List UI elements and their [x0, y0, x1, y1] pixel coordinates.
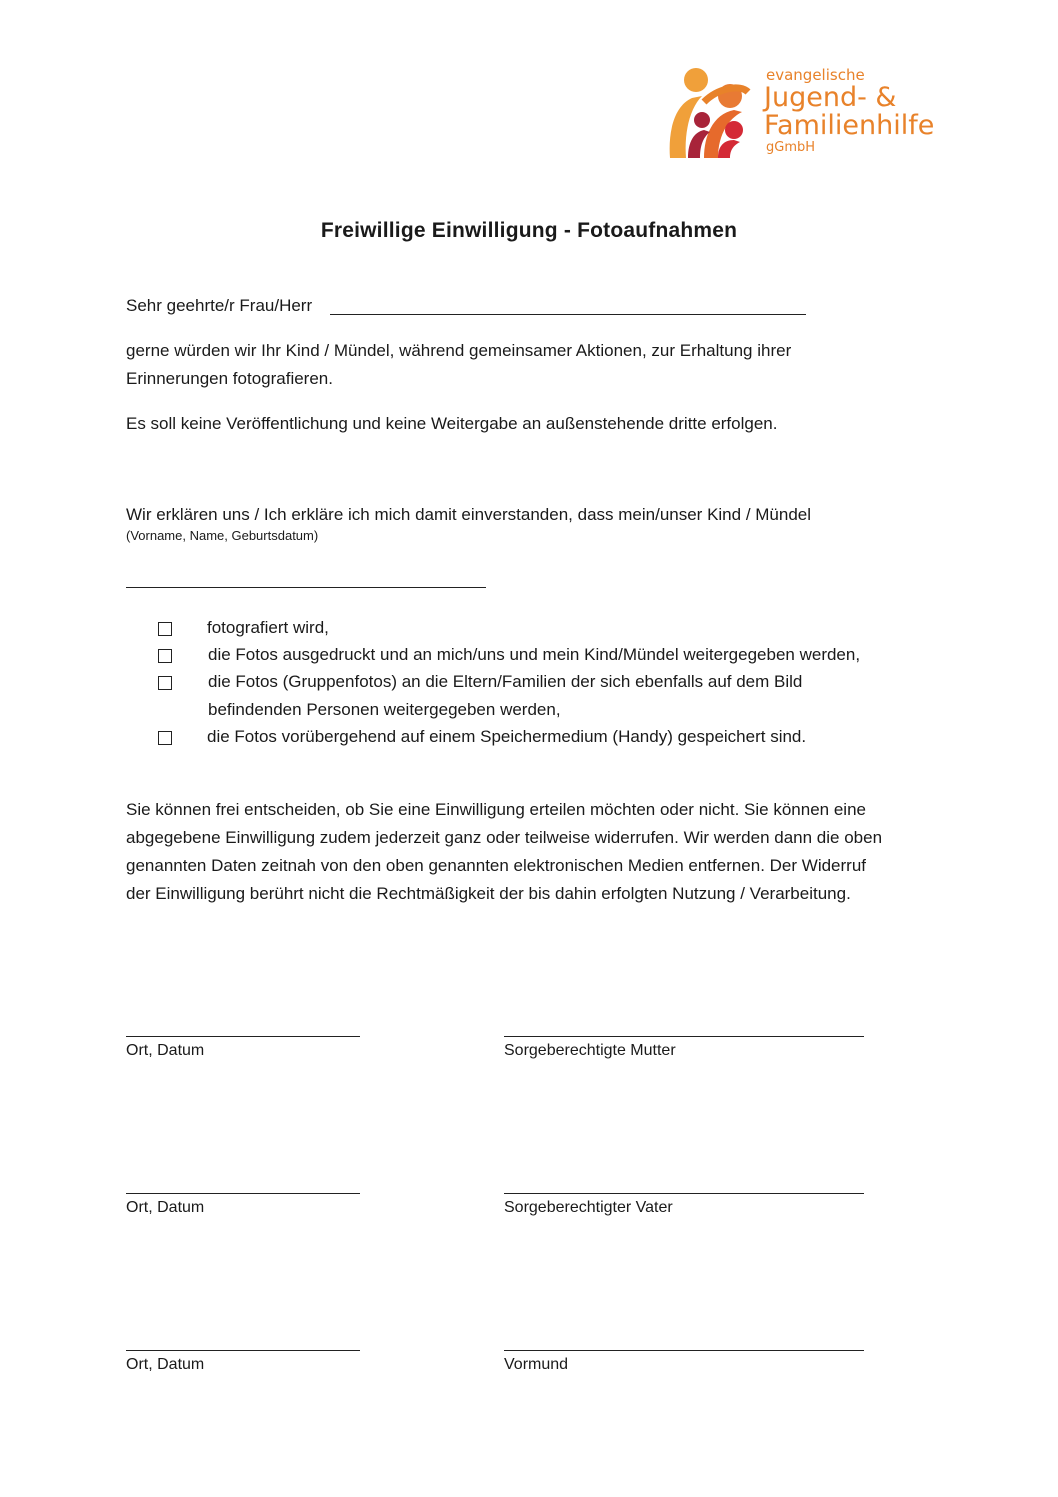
family-figures-logo-icon	[660, 62, 752, 162]
option-text-continued: befindenden Personen weitergegeben werden,	[208, 700, 561, 719]
father-label: Sorgeberechtigter Vater	[504, 1199, 673, 1216]
logo-line-1: evangelische	[766, 66, 865, 84]
option-checkbox[interactable]	[158, 676, 172, 690]
intro-line-1: gerne würden wir Ihr Kind / Mündel, während gemeinsamer Aktionen, zur Erhaltung ihrer	[126, 341, 792, 360]
option-text: die Fotos (Gruppenfotos) an die Eltern/Familien der sich ebenfalls auf dem Bild	[208, 672, 803, 691]
option-item	[126, 723, 946, 751]
option-item	[126, 668, 946, 724]
child-name-field[interactable]	[126, 587, 486, 588]
salutation: Sehr geehrte/r Frau/Herr	[126, 296, 313, 315]
option-checkbox[interactable]	[158, 731, 172, 745]
revocation-paragraph	[126, 796, 882, 908]
mother-label: Sorgeberechtigte Mutter	[504, 1042, 676, 1059]
logo-line-4: gGmbH	[766, 140, 816, 155]
option-item	[126, 641, 946, 669]
declaration-statement: Wir erklären uns / Ich erkläre ich mich damit einverstanden, dass mein/unser Kind / Mündel	[126, 505, 812, 524]
place-date-label: Ort, Datum	[126, 1199, 205, 1216]
revocation-line-3: genannten Daten zeitnah von den oben genannten elektronischen Medien entfernen. Der Widerruf	[126, 856, 867, 875]
logo-line-3: Familienhilfe	[764, 110, 935, 141]
revocation-line-4: der Einwilligung berührt nicht die Rechtmäßigkeit der bis dahin erfolgten Nutzung / Verarbeitung.	[126, 884, 851, 903]
option-text: die Fotos ausgedruckt und an mich/uns und mein Kind/Mündel weitergegeben werden,	[208, 645, 861, 664]
place-date-label: Ort, Datum	[126, 1042, 205, 1059]
intro-line-2: Erinnerungen fotografieren.	[126, 369, 333, 388]
place-date-label: Ort, Datum	[126, 1356, 205, 1373]
intro-paragraph	[126, 337, 791, 393]
declaration-hint: (Vorname, Name, Geburtsdatum)	[126, 528, 319, 543]
organization-logo	[660, 62, 940, 166]
revocation-line-2: abgegebene Einwilligung zudem jederzeit ganz oder teilweise widerrufen. Wir werden dann die oben	[126, 828, 883, 847]
signature-row-guardian	[0, 1334, 1058, 1384]
signature-row-father	[0, 1177, 1058, 1227]
guardian-label: Vormund	[504, 1356, 569, 1373]
salutation-name-field[interactable]	[330, 314, 806, 315]
document-title: Freiwillige Einwilligung - Fotoaufnahmen	[320, 219, 738, 242]
revocation-line-1: Sie können frei entscheiden, ob Sie eine Einwilligung erteilen möchten oder nicht. Sie können eine	[126, 800, 866, 819]
option-item	[126, 614, 946, 642]
no-publication-statement: Es soll keine Veröffentlichung und keine Weitergabe an außenstehende dritte erfolgen.	[126, 414, 778, 433]
option-text: die Fotos vorübergehend auf einem Speichermedium (Handy) gespeichert sind.	[207, 727, 807, 746]
option-checkbox[interactable]	[158, 649, 172, 663]
option-checkbox[interactable]	[158, 622, 172, 636]
option-text: fotografiert wird,	[207, 618, 329, 637]
signature-row-mother	[0, 1020, 1058, 1070]
logo-line-2: Jugend- &	[764, 82, 897, 113]
